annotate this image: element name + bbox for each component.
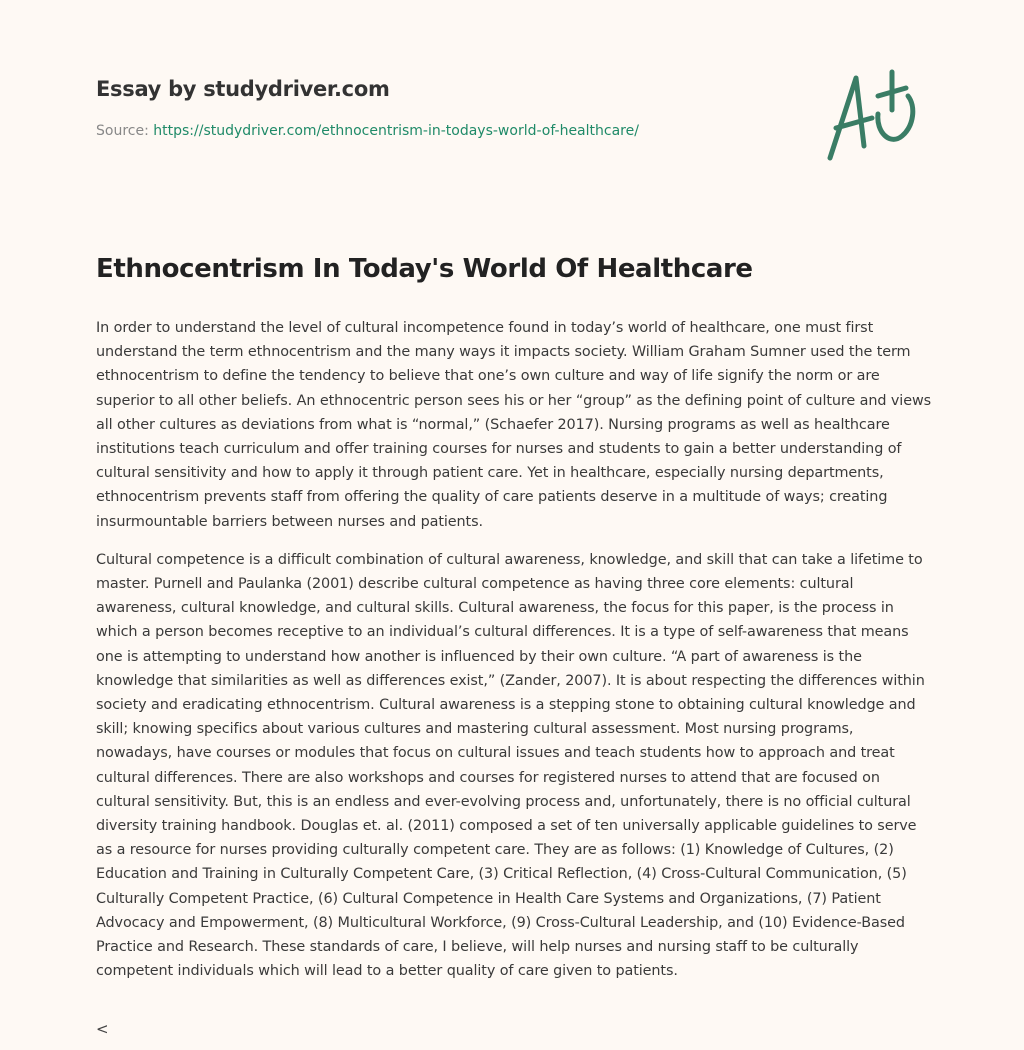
article-title: Ethnocentrism In Today's World Of Healthcare xyxy=(96,254,753,284)
brand-title: Essay by studydriver.com xyxy=(96,77,390,101)
article-body xyxy=(96,316,932,997)
source-line xyxy=(96,123,639,139)
paragraph: Cultural competence is a difficult combination of cultural awareness, knowledge, and skill that can take a lifetime to master. Purnell and Paulanka (2001) describe cultural competence as having three core elements: cultural awareness, cultural knowledge, and cultural skills. Cultural awareness, the focus for this paper, is the process in which a person becomes receptive to an individual’s cultural differences. It is a type of self-awareness that means one is attempting to understand how another is influenced by their own culture. “A part of awareness is the knowledge that similarities as well as differences exist,” (Zander, 2007). It is about respecting the differences within society and eradicating ethnocentrism. Cultural awareness is a stepping stone to obtaining cultural knowledge and skill; knowing specifics about various cultures and mastering cultural assessment. Most nursing programs, nowadays, have courses or modules that focus on cultural issues and teach students how to approach and treat cultural differences. There are also workshops and courses for registered nurses to attend that are focused on cultural sensitivity. But, this is an endless and ever-evolving process and, unfortunately, there is no official cultural diversity training handbook. Douglas et. al. (2011) composed a set of ten universally applicable guidelines to serve as a resource for nurses providing culturally competent care. They are as follows: (1) Knowledge of Cultures, (2) Education and Training in Culturally Competent Care, (3) Critical Reflection, (4) Cross-Cultural Communication, (5) Culturally Competent Practice, (6) Cultural Competence in Health Care Systems and Organizations, (7) Patient Advocacy and Empowerment, (8) Multicultural Workforce, (9) Cross-Cultural Leadership, and (10) Evidence-Based Practice and Research. These standards of care, I believe, will help nurses and nursing staff to be culturally competent individuals which will lead to a better quality of care given to patients. xyxy=(96,551,925,980)
source-label: Source: xyxy=(96,123,154,139)
paragraph: In order to understand the level of cultural incompetence found in today’s world of healthcare, one must first understand the term ethnocentrism and the many ways it impacts society. William Graham Sumner used the term ethnocentrism to define the tendency to believe that one’s own culture and way of life signify the norm or are superior to all other beliefs. An ethnocentric person sees his or her “group” as the defining point of culture and views all other cultures as deviations from what is “normal,” (Schaefer 2017). Nursing programs as well as healthcare institutions teach curriculum and offer training courses for nurses and students to gain a better understanding of cultural sensitivity and how to apply it through patient care. Yet in healthcare, especially nursing departments, ethnocentrism prevents staff from offering the quality of care patients deserve in a multitude of ways; creating insurmountable barriers between nurses and patients. xyxy=(96,320,932,530)
source-link[interactable]: https://studydriver.com/ethnocentrism-in-todays-world-of-healthcare/ xyxy=(153,123,639,139)
a-plus-logo-icon xyxy=(820,66,930,166)
previous-page-button[interactable]: < xyxy=(96,1020,109,1038)
